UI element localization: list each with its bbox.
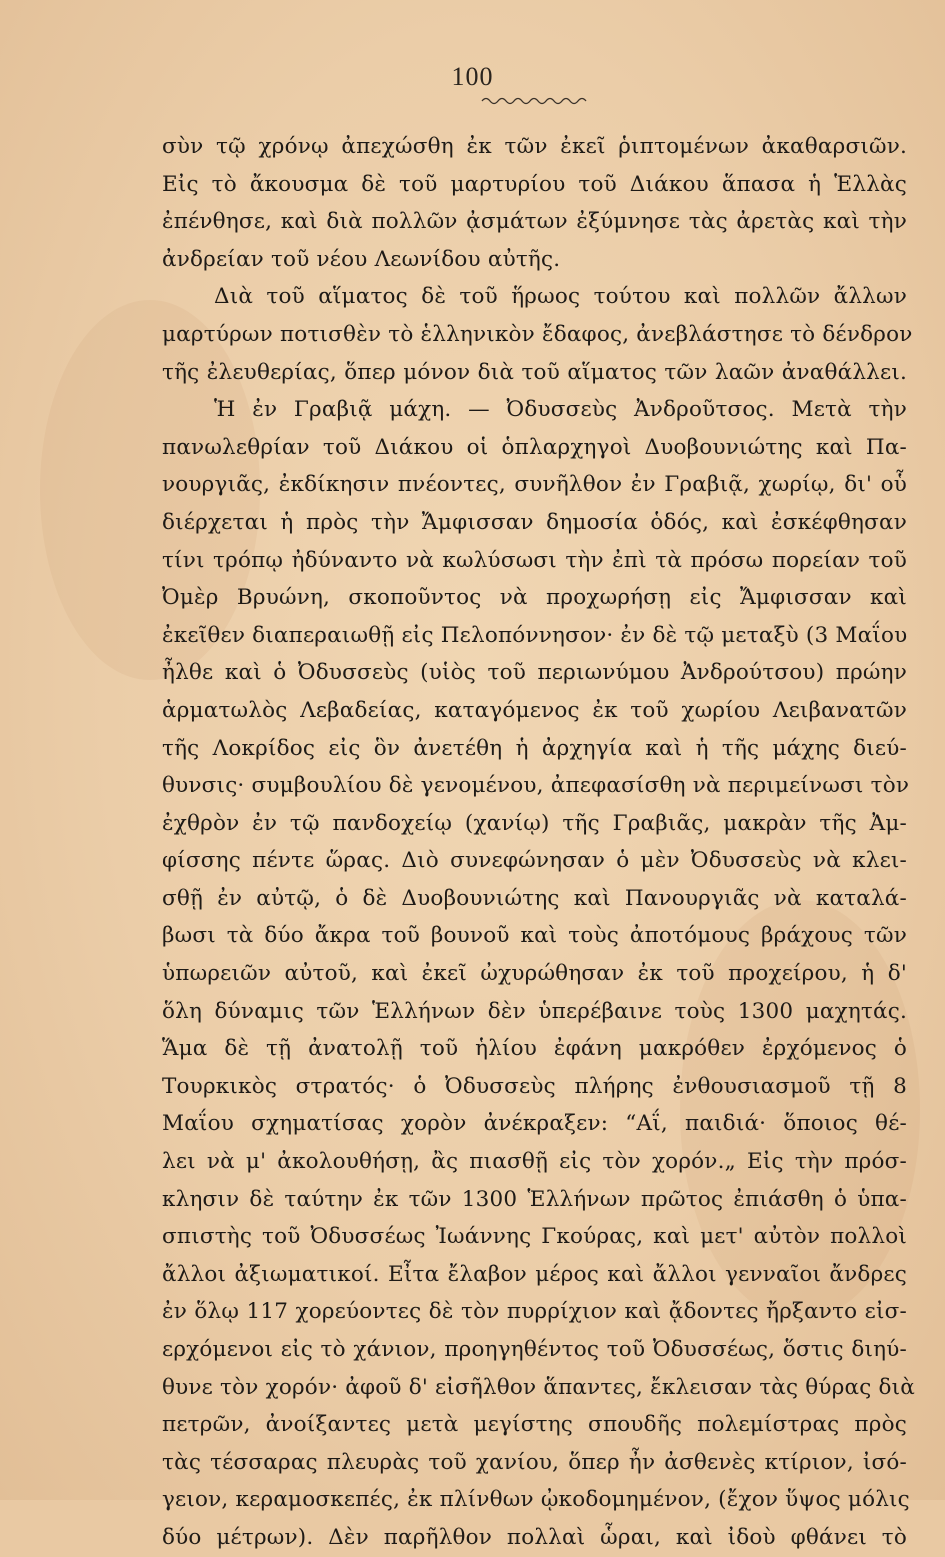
text-line: τὰς τέσσαρας πλευρὰς τοῦ χανίου, ὅπερ ἦν ἀσθενὲς κτίριον, ἰσό- <box>162 1449 907 1475</box>
text-line: διέρχεται ἡ πρὸς τὴν Ἄμφισσαν δημοσία ὁδός, καὶ ἐσκέφθησαν <box>162 509 907 535</box>
text-line: ἦλθε καὶ ὁ Ὀδυσσεὺς (υἱὸς τοῦ περιωνύμου Ἀνδρούτσου) πρώην <box>162 660 907 686</box>
text-line: δύο μέτρων). Δὲν παρῆλθον πολλαὶ ὧραι, καὶ ἰδοὺ φθάνει τὸ <box>162 1524 907 1550</box>
text-line: Εἰς τὸ ἄκουσμα δὲ τοῦ μαρτυρίου τοῦ Διάκου ἅπασα ἡ Ἑλλὰς <box>162 171 907 197</box>
text-line: πετρῶν, ἀνοίξαντες μετὰ μεγίστης σπουδῆς πολεμίστρας πρὸς <box>162 1412 907 1438</box>
text-line: μαρτύρων ποτισθὲν τὸ ἑλληνικὸν ἔδαφος, ἀνεβλάστησε τὸ δένδρον <box>162 321 913 347</box>
wavy-ornament <box>480 94 590 108</box>
text-line: Διὰ τοῦ αἵματος δὲ τοῦ ἥρωος τούτου καὶ πολλῶν ἄλλων <box>214 284 907 310</box>
text-line: ὅλη δύναμις τῶν Ἑλλήνων δὲν ὑπερέβαινε τοὺς 1300 μαχητάς. <box>162 998 907 1024</box>
text-line: γειον, κεραμοσκεπές, ἐκ πλίνθων ᾠκοδομημένον, (ἔχον ὕψος μόλις <box>162 1487 910 1513</box>
text-line: ἐπένθησε, καὶ διὰ πολλῶν ᾀσμάτων ἐξύμνησε τὰς ἀρετὰς καὶ τὴν <box>162 209 907 235</box>
text-line: βωσι τὰ δύο ἄκρα τοῦ βουνοῦ καὶ τοὺς ἀποτόμους βράχους τῶν <box>162 923 907 949</box>
text-line: Ὀμὲρ Βρυώνη, σκοποῦντος νὰ προχωρήσῃ εἰς Ἄμφισσαν καὶ <box>162 585 907 611</box>
text-line: λει νὰ μ' ἀκολουθήσῃ, ἂς πιασθῇ εἰς τὸν χορόν.„ Εἰς τὴν πρόσ- <box>162 1149 907 1175</box>
text-line: θυνσις· συμβουλίου δὲ γενομένου, ἀπεφασίσθη νὰ περιμείνωσι τὸν <box>162 773 910 799</box>
text-line: τῆς Λοκρίδος εἰς ὃν ἀνετέθη ἡ ἀρχηγία καὶ ἡ τῆς μάχης διεύ- <box>162 735 907 761</box>
text-line: θυνε τὸν χορόν· ἀφοῦ δ' εἰσῆλθον ἅπαντες, ἔκλεισαν τὰς θύρας διὰ <box>162 1374 916 1400</box>
text-line: ἐχθρὸν ἐν τῷ πανδοχείῳ (χανίῳ) τῆς Γραβιᾶς, μακρὰν τῆς Ἀμ- <box>162 810 907 836</box>
text-line: σπιστὴς τοῦ Ὀδυσσέως Ἰωάννης Γκούρας, καὶ μετ' αὐτὸν πολλοὶ <box>162 1224 907 1250</box>
text-line: ὑπωρειῶν αὐτοῦ, καὶ ἐκεῖ ὠχυρώθησαν ἐκ τοῦ προχείρου, ἡ δ' <box>162 961 907 987</box>
text-line: κλησιν δὲ ταύτην ἐκ τῶν 1300 Ἑλλήνων πρῶτος ἐπιάσθη ὁ ὑπα- <box>162 1186 907 1212</box>
text-line: νουργιᾶς, ἐκδίκησιν πνέοντες, συνῆλθον ἐν Γραβιᾷ, χωρίῳ, δι' οὗ <box>162 472 907 498</box>
text-line: Ἅμα δὲ τῇ ἀνατολῇ τοῦ ἡλίου ἐφάνη μακρόθεν ἐρχόμενος ὁ <box>162 1036 907 1062</box>
text-line: ἁρματωλὸς Λεβαδείας, καταγόμενος ἐκ τοῦ χωρίου Λειβανατῶν <box>162 697 907 723</box>
text-line: σὺν τῷ χρόνῳ ἀπεχώσθη ἐκ τῶν ἐκεῖ ῥιπτομένων ἀκαθαρσιῶν. <box>162 134 907 159</box>
text-line: ἄλλοι ἀξιωματικοί. Εἶτα ἔλαβον μέρος καὶ ἄλλοι γενναῖοι ἄνδρες <box>162 1261 907 1287</box>
text-line: τίνι τρόπῳ ἠδύναντο νὰ κωλύσωσι τὴν ἐπὶ τὰ πρόσω πορείαν τοῦ <box>162 547 907 573</box>
text-line: πανωλεθρίαν τοῦ Διάκου οἱ ὁπλαρχηγοὶ Δυοβουνιώτης καὶ Πα- <box>162 434 907 460</box>
text-line: τῆς ἐλευθερίας, ὅπερ μόνον διὰ τοῦ αἵματος τῶν λαῶν ἀναθάλλει. <box>162 359 907 385</box>
text-line: ερχόμενοι εἰς τὸ χάνιον, προηγηθέντος τοῦ Ὀδυσσέως, ὅστις διηύ- <box>162 1337 907 1362</box>
page-number: 100 <box>451 62 494 91</box>
text-line: Ἡ ἐν Γραβιᾷ μάχη. — Ὀδυσσεὺς Ἀνδροῦτσος. Μετὰ τὴν <box>214 397 907 423</box>
text-line: σθῇ ἐν αὐτῷ, ὁ δὲ Δυοβουνιώτης καὶ Πανουργιᾶς νὰ καταλά- <box>162 885 907 911</box>
text-line: ἐν ὅλῳ 117 χορεύοντες δὲ τὸν πυρρίχιον καὶ ᾄδοντες ἤρξαντο εἰσ- <box>162 1299 907 1325</box>
text-line: Μαΐου σχηματίσας χορὸν ἀνέκραξεν: “Αΐ, παιδιά· ὅποιος θέ- <box>162 1111 907 1137</box>
text-line: φίσσης πέντε ὥρας. Διὸ συνεφώνησαν ὁ μὲν Ὀδυσσεὺς νὰ κλει- <box>162 848 907 874</box>
text-line: ἀνδρείαν τοῦ νέου Λεωνίδου αὐτῆς. <box>162 246 561 272</box>
text-line: ἐκεῖθεν διαπεραιωθῇ εἰς Πελοπόννησον· ἐν δὲ τῷ μεταξὺ (3 Μαΐου <box>162 622 908 648</box>
body-text <box>162 128 916 1557</box>
text-line: Τουρκικὸς στρατός· ὁ Ὀδυσσεὺς πλήρης ἐνθουσιασμοῦ τῇ 8 <box>162 1073 907 1099</box>
